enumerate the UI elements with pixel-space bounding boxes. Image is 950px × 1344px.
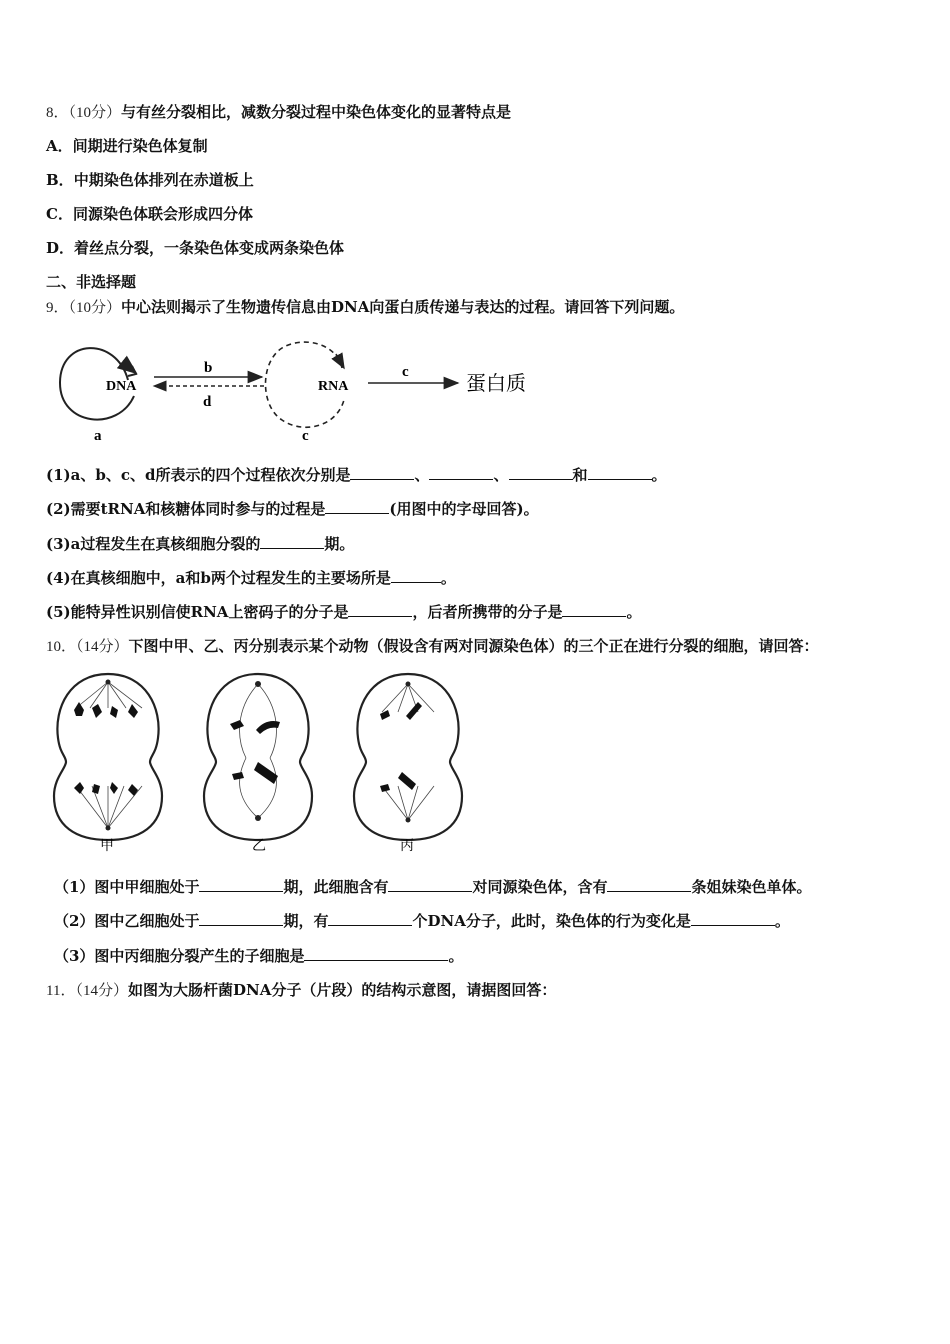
q10-number: 10． xyxy=(46,639,77,655)
q11-stem-text: 如图为大肠杆菌DNA分子（片段）的结构示意图，请据图回答： xyxy=(127,981,557,999)
q9-sub2 xyxy=(46,499,539,519)
sub-text: 、 xyxy=(414,466,430,484)
dna-label: DNA xyxy=(106,379,137,394)
q11-number: 11． xyxy=(46,983,76,999)
answer-blank[interactable] xyxy=(325,499,389,514)
sub-text: 期，有 xyxy=(283,912,329,930)
answer-blank[interactable] xyxy=(199,877,283,892)
q10-stem-text: 下图中甲、乙、丙分别表示某个动物（假设含有两对同源染色体）的三个正在进行分裂的细胞，请回答： xyxy=(128,637,819,655)
option-label: A． xyxy=(46,137,73,155)
protein-label: 蛋白质 xyxy=(466,373,526,395)
q8-stem xyxy=(46,102,511,123)
sub-text: 条姐妹染色单体。 xyxy=(691,878,812,896)
answer-blank[interactable] xyxy=(607,877,691,892)
option-text: 间期进行染色体复制 xyxy=(72,137,208,155)
q8-option-c xyxy=(46,204,253,224)
sub-text: 对同源染色体，含有 xyxy=(472,878,608,896)
cell-label-bing: 丙 xyxy=(400,839,414,854)
option-label: C． xyxy=(46,205,73,223)
sub-text: 。 xyxy=(651,466,667,484)
option-text: 着丝点分裂，一条染色体变成两条染色体 xyxy=(74,239,345,257)
cell-bing xyxy=(354,674,462,840)
q9-score: （10分） xyxy=(68,300,122,316)
q9-stem-text: 中心法则揭示了生物遗传信息由DNA向蛋白质传递与表达的过程。请回答下列问题。 xyxy=(121,298,685,316)
central-dogma-diagram xyxy=(46,328,552,448)
sub-text: 期。 xyxy=(324,535,355,553)
sub-text: 、 xyxy=(493,466,509,484)
label-d: d xyxy=(203,394,212,410)
sub-text: (2)需要tRNA和核糖体同时参与的过程是 xyxy=(46,500,326,518)
answer-blank[interactable] xyxy=(304,946,448,961)
q9-sub1 xyxy=(46,465,667,485)
cell-label-yi: 乙 xyxy=(252,839,266,854)
q9-sub5 xyxy=(46,602,641,622)
q10-stem xyxy=(46,636,819,657)
cell-jia xyxy=(54,674,162,840)
q9-sub3 xyxy=(46,534,354,554)
sub-text: (1)a、b、c、d所表示的四个过程依次分别是 xyxy=(46,466,351,484)
q9-sub4 xyxy=(46,568,456,588)
sub-text: (3)a过程发生在真核细胞分裂的 xyxy=(46,535,261,553)
answer-blank[interactable] xyxy=(348,602,412,617)
cell-division-figure xyxy=(46,668,476,858)
answer-blank[interactable] xyxy=(199,911,283,926)
sub-text: 。 xyxy=(774,912,790,930)
sub-text: 。 xyxy=(626,603,642,621)
sub-text: （3）图中丙细胞分裂产生的子细胞是 xyxy=(54,947,305,965)
cell-yi xyxy=(204,674,312,840)
answer-blank[interactable] xyxy=(388,877,472,892)
q9-number: 9． xyxy=(46,300,69,316)
q8-option-a xyxy=(46,136,208,156)
sub-text: 。 xyxy=(448,947,464,965)
sub-text: (4)在真核细胞中，a和b两个过程发生的主要场所是 xyxy=(46,569,391,587)
answer-blank[interactable] xyxy=(350,465,414,480)
q10-sub1 xyxy=(54,877,812,897)
q8-option-b xyxy=(46,170,254,190)
q11-stem xyxy=(46,980,556,1001)
q9-stem xyxy=(46,297,684,318)
label-c-loop: c xyxy=(302,428,309,444)
q10-score: （14分） xyxy=(76,639,129,655)
label-a: a xyxy=(94,428,102,444)
answer-blank[interactable] xyxy=(509,465,573,480)
label-c-arrow: c xyxy=(402,364,409,380)
sub-text: (用图中的字母回答)。 xyxy=(389,500,539,518)
answer-blank[interactable] xyxy=(391,568,441,583)
q8-stem-text: 与有丝分裂相比，减数分裂过程中染色体变化的显著特点是 xyxy=(121,103,512,121)
sub-text: (5)能特异性识别信使RNA上密码子的分子是 xyxy=(46,603,349,621)
answer-blank[interactable] xyxy=(429,465,493,480)
sub-text: 个DNA分子，此时，染色体的行为变化是 xyxy=(412,912,691,930)
cell-label-jia: 甲 xyxy=(100,839,114,854)
q10-sub2 xyxy=(54,911,790,931)
q11-score: （14分） xyxy=(75,983,128,999)
q8-option-d xyxy=(46,238,344,258)
rna-label: RNA xyxy=(318,379,349,394)
answer-blank[interactable] xyxy=(562,602,626,617)
answer-blank[interactable] xyxy=(328,911,412,926)
answer-blank[interactable] xyxy=(588,465,652,480)
answer-blank[interactable] xyxy=(691,911,775,926)
option-label: B． xyxy=(46,171,74,189)
sub-text: （2）图中乙细胞处于 xyxy=(54,912,200,930)
option-text: 同源染色体联会形成四分体 xyxy=(72,205,253,223)
sub-text: ，后者所携带的分子是 xyxy=(412,603,563,621)
sub-text: 。 xyxy=(440,569,456,587)
sub-text: 期，此细胞含有 xyxy=(283,878,389,896)
q8-score: （10分） xyxy=(68,105,122,121)
sub-text: （1）图中甲细胞处于 xyxy=(54,878,200,896)
sub-text: 和 xyxy=(572,466,588,484)
q8-number: 8． xyxy=(46,105,69,121)
option-text: 中期染色体排列在赤道板上 xyxy=(73,171,254,189)
option-label: D． xyxy=(46,239,75,257)
label-b: b xyxy=(204,360,213,376)
q10-sub3 xyxy=(54,946,463,966)
section-title: 二、非选择题 xyxy=(46,273,137,291)
answer-blank[interactable] xyxy=(260,534,324,549)
